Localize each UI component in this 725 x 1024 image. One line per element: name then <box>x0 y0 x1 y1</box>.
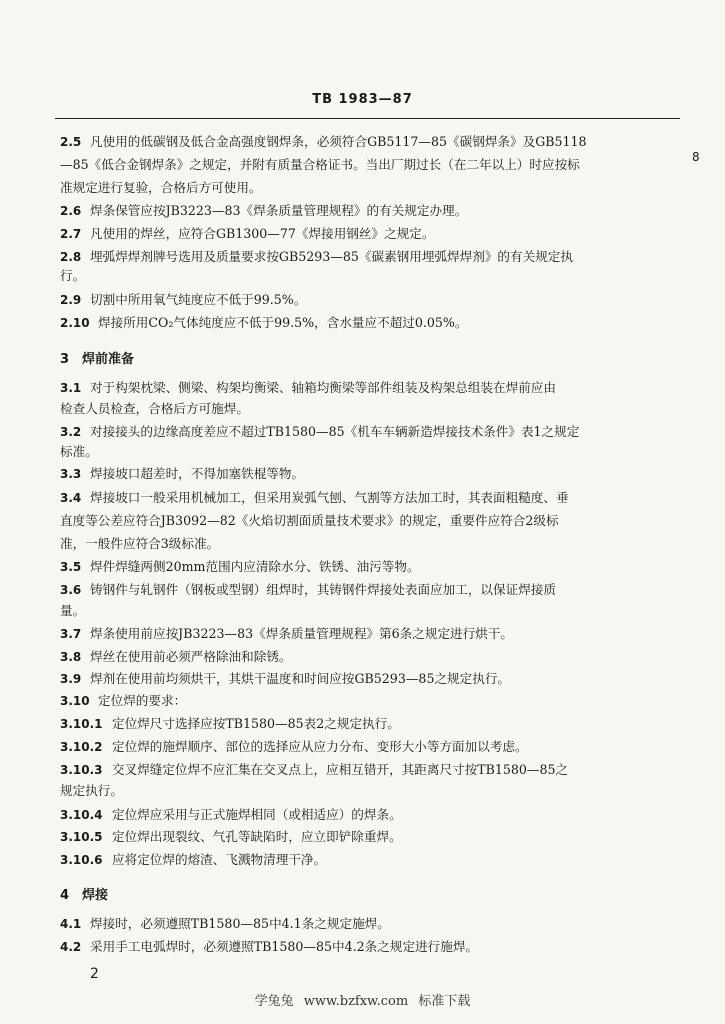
clause-text: 定位焊尺寸选择应按TB1580—85表2之规定执行。 <box>112 716 400 731</box>
clause-text: 采用手工电弧焊时，必须遵照TB1580—85中4.2条之规定进行施焊。 <box>90 939 479 954</box>
clause-3-4 <box>60 490 569 506</box>
clause-text: 对接接头的边缘高度差应不超过TB1580—85《机车车辆新造焊接技术条件》表1之规定 <box>90 424 580 439</box>
clause-text-cont: 直度等公差应符合JB3092—82《火焰切割面质量技术要求》的规定，重要件应符合2级标 <box>60 513 559 528</box>
clause-text: 焊接坡口一般采用机械加工，但采用炭弧气刨、气割等方法加工时，其表面粗糙度、垂 <box>90 490 569 505</box>
clause-number: 2.6 <box>60 204 82 218</box>
clause-text: 凡使用的低碳钢及低合金高强度钢焊条，必须符合GB5117—85《碳钢焊条》及GB5118 <box>90 134 587 149</box>
clause-number: 3.10.3 <box>60 763 103 777</box>
clause-3-9 <box>60 671 510 687</box>
clause-text: 焊件焊缝两侧20mm范围内应清除水分、铁锈、油污等物。 <box>90 559 420 574</box>
clause-2-5 <box>60 134 587 150</box>
clause-text-cont: 规定执行。 <box>60 783 123 798</box>
clause-number: 3.1 <box>60 381 82 395</box>
section-title: 焊接 <box>82 888 109 903</box>
clause-4-1 <box>60 916 390 932</box>
clause-number: 3.5 <box>60 560 82 574</box>
clause-text: 定位焊出现裂纹、气孔等缺陷时，应立即铲除重焊。 <box>112 829 402 844</box>
clause-text: 定位焊的施焊顺序、部位的选择应从应力分布、变形大小等方面加以考虑。 <box>112 739 528 754</box>
clause-3-10 <box>60 693 186 709</box>
clause-3-10-1 <box>60 716 400 732</box>
clause-number: 3.9 <box>60 672 82 686</box>
clause-2-10 <box>60 315 468 331</box>
clause-text: 铸钢件与轧钢件（钢板或型钢）组焊时，其铸钢件焊接处表面应加工，以保证焊接质 <box>90 582 556 597</box>
clause-3-6 <box>60 582 556 598</box>
clause-3-10-2 <box>60 739 528 755</box>
clause-4-2 <box>60 939 478 955</box>
header-rule <box>55 118 680 119</box>
clause-number: 3.10.5 <box>60 830 103 844</box>
clause-text: 焊丝在使用前必须严格除油和除锈。 <box>90 649 292 664</box>
clause-number: 3.10.2 <box>60 740 103 754</box>
clause-3-10-5 <box>60 829 402 845</box>
page-header: TB 1983—87 <box>312 92 413 107</box>
clause-number: 2.10 <box>60 316 90 330</box>
clause-text: 焊接坡口超差时，不得加塞铁棍等物。 <box>90 466 305 481</box>
clause-text-cont: 标准。 <box>60 444 98 459</box>
clause-text-cont: 准，一般件应符合3级标准。 <box>60 536 220 551</box>
clause-text-cont: 检查人员检查，合格后方可施焊。 <box>60 401 249 416</box>
clause-3-10-3 <box>60 762 568 778</box>
clause-text: 应将定位焊的熔渣、飞溅物清理干净。 <box>112 852 327 867</box>
clause-number: 3.4 <box>60 491 82 505</box>
section-number: 4 <box>60 888 70 903</box>
clause-number: 3.10.1 <box>60 717 103 731</box>
clause-text: 焊接时，必须遵照TB1580—85中4.1条之规定施焊。 <box>90 916 390 931</box>
clause-3-7 <box>60 626 513 642</box>
clause-text: 焊接所用CO₂气体纯度应不低于99.5%，含水量应不超过0.05%。 <box>98 315 468 330</box>
clause-number: 3.10 <box>60 694 90 708</box>
clause-text: 埋弧焊焊剂牌号选用及质量要求按GB5293—85《碳素钢用埋弧焊焊剂》的有关规定执 <box>90 249 573 264</box>
clause-2-7 <box>60 226 434 242</box>
clause-number: 4.1 <box>60 917 82 931</box>
section-4-heading <box>60 884 108 903</box>
clause-text-cont: —85《低合金钢焊条》之规定，并附有质量合格证书。当出厂期过长（在二年以上）时应按标 <box>60 157 580 172</box>
clause-number: 3.3 <box>60 467 82 481</box>
clause-number: 3.10.4 <box>60 808 103 822</box>
clause-2-6 <box>60 203 467 219</box>
clause-text-cont: 量。 <box>60 603 86 618</box>
margin-mark: 8 <box>692 150 700 164</box>
section-title: 焊前准备 <box>82 352 135 367</box>
clause-text-cont: 行。 <box>60 268 86 283</box>
clause-text: 凡使用的焊丝，应符合GB1300—77《焊接用钢丝》之规定。 <box>90 226 435 241</box>
clause-number: 4.2 <box>60 940 82 954</box>
clause-number: 2.7 <box>60 227 82 241</box>
clause-3-1 <box>60 380 556 396</box>
clause-2-9 <box>60 292 306 308</box>
clause-3-8 <box>60 649 292 665</box>
clause-3-10-6 <box>60 852 326 868</box>
clause-text: 焊条使用前应按JB3223—83《焊条质量管理规程》第6条之规定进行烘干。 <box>90 626 514 641</box>
clause-3-5 <box>60 559 420 575</box>
clause-number: 2.8 <box>60 250 82 264</box>
section-number: 3 <box>60 352 70 367</box>
clause-text: 切割中所用氧气纯度应不低于99.5%。 <box>90 292 307 307</box>
clause-number: 3.2 <box>60 425 82 439</box>
clause-number: 3.7 <box>60 627 82 641</box>
clause-3-3 <box>60 466 304 482</box>
clause-text: 对于构架枕梁、侧梁、构架均衡梁、轴箱均衡梁等部件组装及构架总组装在焊前应由 <box>90 380 556 395</box>
page-number: 2 <box>90 966 99 982</box>
clause-text: 交叉焊缝定位焊不应汇集在交叉点上，应相互错开，其距离尺寸按TB1580—85之 <box>112 762 569 777</box>
clause-number: 2.5 <box>60 135 82 149</box>
clause-3-2 <box>60 424 579 440</box>
clause-3-10-4 <box>60 807 402 823</box>
footer-watermark: 学兔兔 www.bzfxw.com 标准下载 <box>254 994 471 1009</box>
clause-text: 焊剂在使用前均须烘干，其烘干温度和时间应按GB5293—85之规定执行。 <box>90 671 511 686</box>
section-3-heading <box>60 348 134 367</box>
clause-number: 3.6 <box>60 583 82 597</box>
clause-text: 定位焊应采用与正式施焊相同（或相适应）的焊条。 <box>112 807 402 822</box>
clause-text: 焊条保管应按JB3223—83《焊条质量管理规程》的有关规定办理。 <box>90 203 468 218</box>
clause-number: 2.9 <box>60 293 82 307</box>
clause-2-8 <box>60 249 573 265</box>
clause-text: 定位焊的要求： <box>98 693 187 708</box>
clause-number: 3.10.6 <box>60 853 103 867</box>
clause-number: 3.8 <box>60 650 82 664</box>
clause-text-cont: 准规定进行复验，合格后方可使用。 <box>60 180 262 195</box>
